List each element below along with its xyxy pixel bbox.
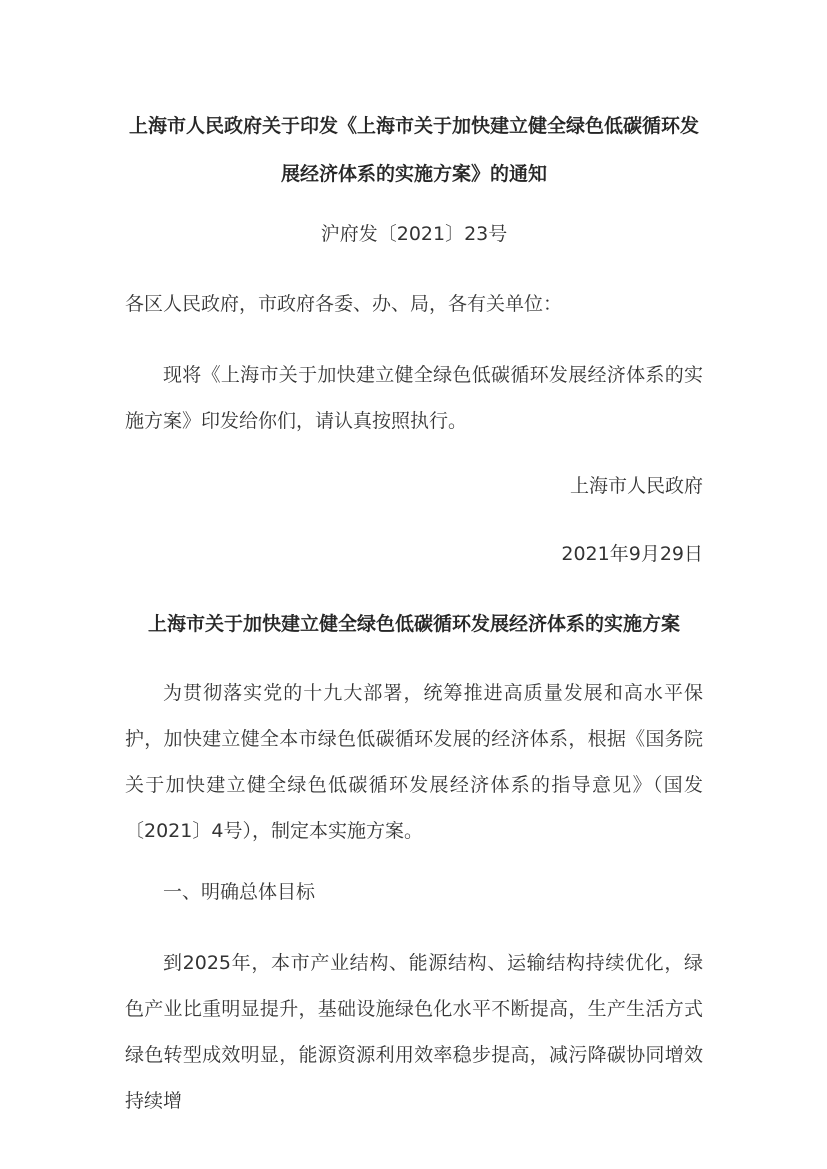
section-heading: 一、明确总体目标 (163, 881, 316, 903)
preface-paragraph: 为贯彻落实党的十九大部署，统筹推进高质量发展和高水平保护，加快建立健全本市绿色低碳循环发展的经济体系，根据《国务院关于加快建立健全绿色低碳循环发展经济体系的指导意见》（国发〔2021〕4号），制定本实施方案。 (125, 682, 703, 842)
plan-title: 上海市关于加快建立健全绿色低碳循环发展经济体系的实施方案 (147, 613, 680, 635)
intro-paragraph: 现将《上海市关于加快建立健全绿色低碳循环发展经济体系的实施方案》印发给你们，请认真按照执行。 (125, 364, 703, 432)
document-number: 沪府发〔2021〕23号 (320, 223, 508, 245)
issue-date: 2021年9月29日 (561, 543, 703, 565)
section-paragraph: 到2025年，本市产业结构、能源结构、运输结构持续优化，绿色产业比重明显提升，基础设施绿色化水平不断提高，生产生活方式绿色转型成效明显，能源资源利用效率稳步提高，减污降碳协同增效持续增 (125, 952, 703, 1112)
salutation: 各区人民政府，市政府各委、办、局，各有关单位： (125, 293, 563, 315)
signer: 上海市人民政府 (569, 475, 703, 497)
notice-title: 上海市人民政府关于印发《上海市关于加快建立健全绿色低碳循环发展经济体系的实施方案》的通知 (128, 115, 699, 185)
